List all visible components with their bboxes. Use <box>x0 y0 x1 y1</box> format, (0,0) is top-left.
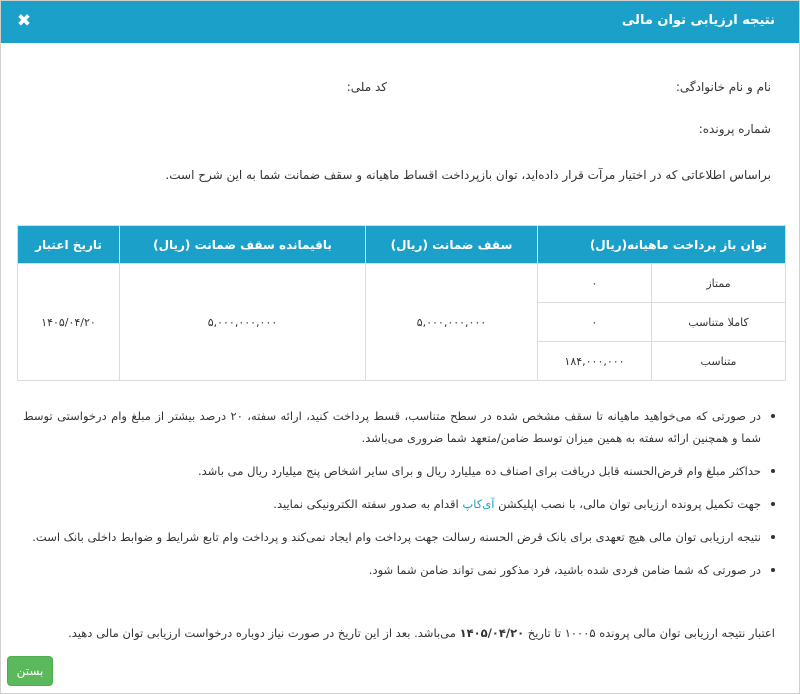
note-item: حداکثر مبلغ وام قرض‌الحسنه قابل دریافت برای اصناف ده میلیارد ریال و برای سایر اشخاص پنج میلیارد ریال می باشد. <box>23 460 777 482</box>
validity-notice <box>21 626 775 640</box>
intro-text: براساس اطلاعاتی که در اختیار مرآت قرار داده‌اید، توان بازپرداخت اقساط ماهیانه و سقف ضمانت شما به این شرح است. <box>165 168 771 182</box>
file-number-label: شماره پرونده: <box>698 122 771 136</box>
note-item: در صورتی که شما ضامن فردی شده باشید، فرد مذکور نمی تواند ضامن شما شود. <box>23 559 777 581</box>
level-name: ممتاز <box>652 264 786 303</box>
notes-list <box>23 405 777 592</box>
name-label: نام و نام خانوادگی: <box>675 80 771 94</box>
header-remaining-cap: باقیمانده سقف ضمانت (ریال) <box>120 226 366 264</box>
note-text: جهت تکمیل پرونده ارزیابی توان مالی، با نصب اپلیکشن <box>498 497 761 511</box>
note-item <box>23 493 777 515</box>
guarantee-cap-value: ۵,۰۰۰,۰۰۰,۰۰۰ <box>366 264 538 381</box>
modal-title: نتیجه ارزیابی توان مالی <box>621 13 775 28</box>
level-value: ۰ <box>538 264 652 303</box>
level-value: ۰ <box>538 303 652 342</box>
header-guarantee-cap: سقف ضمانت (ریال) <box>366 226 538 264</box>
level-name: کاملا متناسب <box>652 303 786 342</box>
table-row <box>18 264 786 303</box>
validity-date-value: ۱۴۰۵/۰۴/۲۰ <box>18 264 120 381</box>
modal-header <box>1 1 799 43</box>
note-text: اقدام به صدور سفته الکترونیکی نمایید. <box>273 497 459 511</box>
close-button[interactable]: بستن <box>7 656 53 686</box>
close-icon[interactable]: ✖ <box>16 11 32 31</box>
table-header-row <box>18 226 786 264</box>
validity-text: می‌باشد. بعد از این تاریخ در صورت نیاز دوباره درخواست ارزیابی توان مالی دهید. <box>68 626 456 640</box>
national-id-label: کد ملی: <box>346 80 387 94</box>
level-value: ۱۸۴,۰۰۰,۰۰۰ <box>538 342 652 381</box>
remaining-cap-value: ۵,۰۰۰,۰۰۰,۰۰۰ <box>120 264 366 381</box>
note-item: نتیجه ارزیابی توان مالی هیچ تعهدی برای بانک قرض الحسنه رسالت جهت پرداخت وام ایجاد نمی‌کند و پرداخت وام تابع شرایط و ضوابط داخلی بانک است. <box>23 526 777 548</box>
note-item: در صورتی که می‌خواهید ماهیانه تا سقف مشخص شده در سطح متناسب، قسط پرداخت کنید، ارائه سفته، ۲۰ درصد بیشتر از مبلغ وام درخواستی توسط شما و همچنین ارائه سفته به همین میزان توسط ضامن/متعهد شما ضروری می‌باشد. <box>23 405 777 449</box>
header-monthly-capacity: توان باز پرداخت ماهیانه(ریال) <box>538 226 786 264</box>
level-name: متناسب <box>652 342 786 381</box>
validity-text: اعتبار نتیجه ارزیابی توان مالی پرونده ۱۰۰۰۵ تا تاریخ <box>527 626 775 640</box>
app-link[interactable]: آی‌کاپ <box>462 497 495 511</box>
assessment-table <box>17 225 786 381</box>
header-validity-date: تاریخ اعتبار <box>18 226 120 264</box>
validity-date: ۱۴۰۵/۰۴/۲۰ <box>459 626 525 640</box>
